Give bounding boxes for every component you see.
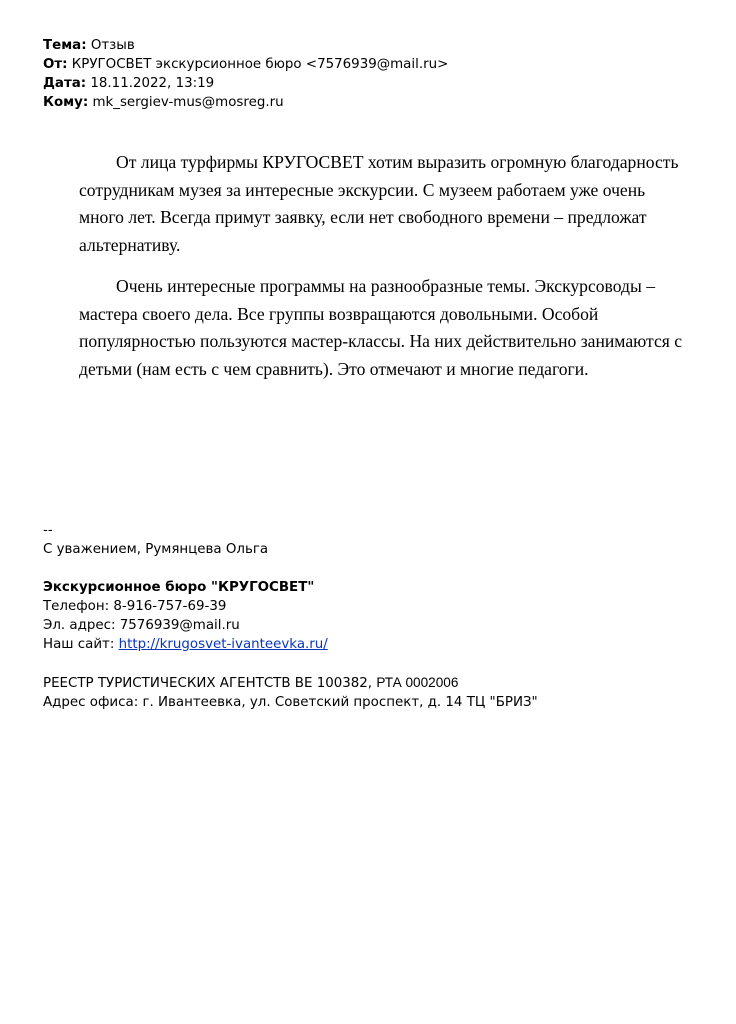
site-link[interactable]: http://krugosvet-ivanteevka.ru/ bbox=[118, 637, 328, 652]
from-row bbox=[43, 55, 703, 74]
registry-line bbox=[43, 673, 703, 693]
company-phone: Телефон: 8-916-757-69-39 bbox=[43, 599, 227, 614]
company-name-text: Экскурсионное бюро "КРУГОСВЕТ" bbox=[43, 580, 315, 595]
signature-spacer-2 bbox=[43, 654, 703, 673]
body-paragraph-2: Очень интересные программы на разнообразные темы. Экскурсоводы – мастера своего дела. Все группы возвращаются довольными. Особой популярностью пользуются мастер-классы. На них действительно занимаются с детьми (нам есть с чем сравнить). Это отмечают и многие педагоги. bbox=[79, 276, 683, 379]
company-site bbox=[43, 635, 703, 654]
signature-spacer bbox=[43, 559, 703, 578]
from-value: КРУГОСВЕТ экскурсионное бюро <7576939@mail.ru> bbox=[67, 57, 449, 72]
subject-row bbox=[43, 36, 703, 55]
signature-regards: С уважением, Румянцева Ольга bbox=[43, 542, 269, 557]
subject-label: Тема: bbox=[43, 38, 87, 53]
email-signature bbox=[43, 521, 703, 712]
company-name bbox=[43, 578, 703, 597]
rta-text: РТА 0002006 bbox=[376, 675, 459, 690]
subject-value: Отзыв bbox=[86, 38, 135, 53]
email-body bbox=[79, 149, 691, 397]
site-label: Наш сайт: bbox=[43, 637, 119, 652]
date-row bbox=[43, 74, 703, 93]
to-value: mk_sergiev-mus@mosreg.ru bbox=[88, 95, 284, 110]
body-paragraph-1: От лица турфирмы КРУГОСВЕТ хотим выразить огромную благодарность сотрудникам музея за интересные экскурсии. С музеем работаем уже очень много лет. Всегда примут заявку, если нет свободного времени – предложат альтернативу. bbox=[79, 152, 679, 255]
email-header bbox=[43, 36, 703, 112]
date-label: Дата: bbox=[43, 76, 87, 91]
from-label: От: bbox=[43, 57, 68, 72]
to-row bbox=[43, 93, 703, 112]
signature-separator: -- bbox=[43, 523, 53, 538]
company-email: Эл. адрес: 7576939@mail.ru bbox=[43, 618, 240, 633]
to-label: Кому: bbox=[43, 95, 89, 110]
office-address: Адрес офиса: г. Ивантеевка, ул. Советский проспект, д. 14 ТЦ "БРИЗ" bbox=[43, 695, 538, 710]
date-value: 18.11.2022, 13:19 bbox=[86, 76, 215, 91]
registry-text: РЕЕСТР ТУРИСТИЧЕСКИХ АГЕНТСТВ ВЕ 100382, bbox=[43, 676, 377, 691]
